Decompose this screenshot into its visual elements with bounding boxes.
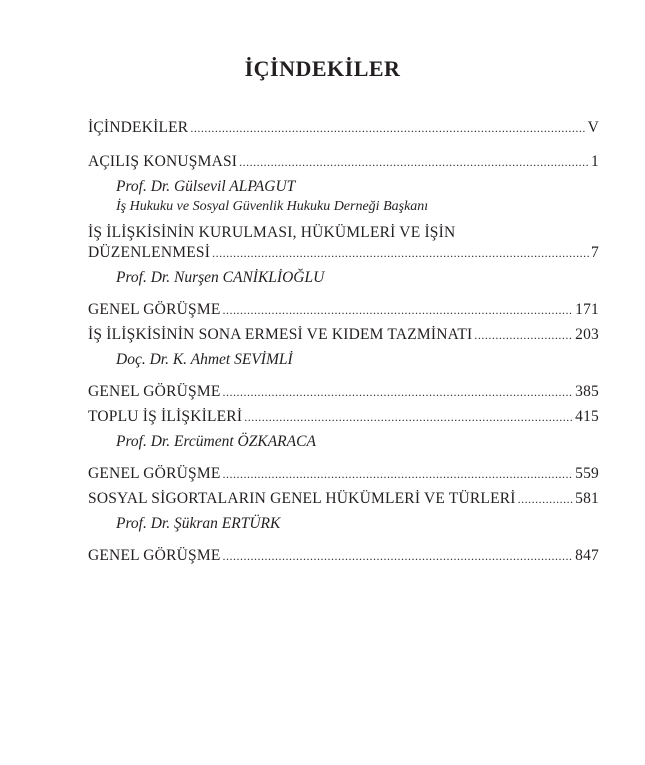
toc-entry[interactable] (88, 325, 599, 345)
toc-entry[interactable] (88, 489, 599, 509)
toc-entry-page: 385 (575, 383, 599, 400)
toc-entry-page: 581 (575, 490, 599, 507)
toc-entry-label: TOPLU İŞ İLİŞKİLERİ (88, 408, 243, 425)
toc-entry-page: 847 (575, 547, 599, 564)
toc-entry-label-line1[interactable]: İŞ İLİŞKİSİNİN KURULMASI, HÜKÜMLERİ VE İŞİN (88, 224, 456, 241)
toc-entry-label: GENEL GÖRÜŞME (88, 465, 221, 482)
dot-leader (190, 118, 585, 138)
toc-entry-label: İŞ İLİŞKİSİNİN SONA ERMESİ VE KIDEM TAZMİNATI (88, 326, 473, 343)
toc-entry-page: 559 (575, 465, 599, 482)
dot-leader (239, 152, 589, 172)
toc-entry-label: GENEL GÖRÜŞME (88, 301, 221, 318)
toc-entry-page: 203 (575, 326, 599, 343)
toc-entry-page: V (587, 119, 599, 136)
dot-leader (212, 243, 589, 263)
toc-entry[interactable] (88, 382, 599, 402)
toc-entry-author: Prof. Dr. Şükran ERTÜRK (116, 515, 281, 532)
toc-entry[interactable] (88, 243, 599, 263)
dot-leader (222, 464, 573, 484)
toc-entry-page: 1 (591, 153, 599, 170)
toc-entry[interactable] (88, 546, 599, 566)
toc-entry[interactable] (88, 464, 599, 484)
toc-entry-page: 171 (575, 301, 599, 318)
toc-entry-label: İÇİNDEKİLER (88, 119, 189, 136)
toc-entry-label: GENEL GÖRÜŞME (88, 547, 221, 564)
toc-entry-affiliation: İş Hukuku ve Sosyal Güvenlik Hukuku Derneği Başkanı (116, 199, 429, 214)
page-title: İÇİNDEKİLER (244, 56, 401, 81)
toc-entry[interactable] (88, 152, 599, 172)
toc-entry-author: Doç. Dr. K. Ahmet SEVİMLİ (116, 351, 293, 368)
toc-entry-page: 415 (575, 408, 599, 425)
toc-entry-author: Prof. Dr. Gülsevil ALPAGUT (116, 178, 296, 195)
toc-entry-label: GENEL GÖRÜŞME (88, 383, 221, 400)
dot-leader (244, 407, 573, 427)
dot-leader (474, 325, 573, 345)
toc-entry[interactable] (88, 118, 599, 138)
toc-entry-author: Prof. Dr. Ercüment ÖZKARACA (116, 433, 316, 450)
toc-list (88, 118, 599, 566)
toc-entry-label: DÜZENLENMESİ (88, 244, 211, 261)
toc-entry[interactable] (88, 300, 599, 320)
dot-leader (518, 489, 573, 509)
dot-leader (222, 546, 573, 566)
toc-entry-page: 7 (591, 244, 599, 261)
dot-leader (222, 300, 573, 320)
toc-entry[interactable] (88, 407, 599, 427)
dot-leader (222, 382, 573, 402)
toc-entry-author: Prof. Dr. Nurşen CANİKLİOĞLU (116, 269, 325, 286)
toc-entry-label: AÇILIŞ KONUŞMASI (88, 153, 238, 170)
toc-entry-label: SOSYAL SİGORTALARIN GENEL HÜKÜMLERİ VE TÜRLERİ (88, 490, 516, 507)
